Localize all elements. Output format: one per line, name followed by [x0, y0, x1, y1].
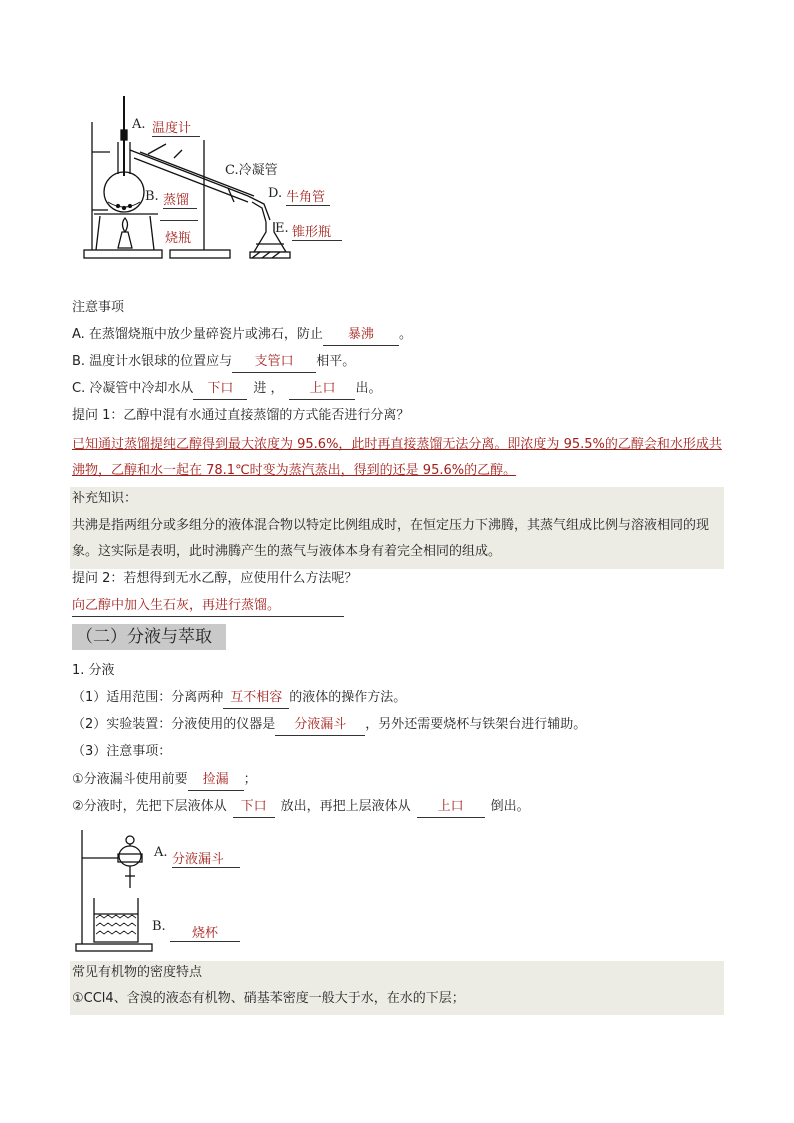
question-2: 提问 2：若想得到无水乙醇，应使用什么方法呢？ [72, 571, 358, 586]
note-c: C. 冷凝管中冷却水从 下口 进 ， 上口 出。 [72, 379, 382, 400]
density-title: 常见有机物的密度特点 [72, 965, 203, 980]
sep-scope: （1）适用范围：分离两种 互不相容 的液体的操作方法。 [72, 688, 406, 709]
supplement-text: 共沸是指两组分或多组分的液体混合物以特定比例组成时，在恒定压力下沸腾，其蒸气组成比例与溶液相同的现象。这实际是表明，此时沸腾产生的蒸气与液体本身有着完全相同的组成。 [72, 518, 710, 559]
density-item-1: ①CCl4、含溴的液态有机物、硝基苯密度一般大于水，在水的下层； [72, 991, 465, 1006]
section-title: （二）分液与萃取 [72, 624, 226, 650]
supplement-title: 补充知识： [72, 491, 138, 506]
answer-side-arm: 支管口 [232, 352, 316, 373]
question-1: 提问 1：乙醇中混有水通过直接蒸馏的方式能否进行分离？ [72, 408, 410, 423]
answer-immiscible: 互不相容 [223, 688, 289, 709]
separation-heading: 1. 分液 [72, 663, 115, 678]
answer-sep-funnel: 分液漏斗 [275, 715, 365, 736]
fig2-label-b: B. [152, 919, 166, 934]
answer-flask: 烧瓶 [165, 231, 192, 246]
answer-leak-check: 捡漏 [188, 770, 244, 791]
answer-lower-inlet: 下口 [193, 379, 247, 400]
flask-underline [160, 220, 198, 221]
sep-note-1: ①分液漏斗使用前要 捡漏 ； [72, 770, 257, 791]
sep-note-2: ②分液时，先把下层液体从 下口 放出，再把上层液体从 上口 倒出。 [72, 797, 530, 818]
answer-beaker: 烧杯 [170, 922, 240, 942]
sep-apparatus: （2）实验装置：分液使用的仪器是 分液漏斗 ，另外还需要烧杯与铁架台进行辅助。 [72, 715, 586, 736]
answer-lower-outlet: 下口 [233, 797, 275, 818]
answer-funnel: 分液漏斗 [172, 848, 240, 868]
answer-bumping: 暴沸 [323, 325, 399, 346]
answer-1: 已知通过蒸馏提纯乙醇得到最大浓度为 95.6%，此时再直接蒸馏无法分离。即浓度为 95.5%的乙醇会和水形成共沸物，乙醇和水一起在 78.1℃时变为蒸汽蒸出，得到的还是 95.6%的乙醇。 [72, 437, 722, 478]
answer-conical-flask: 锥形瓶 [292, 221, 342, 241]
answer-upper-outlet: 上口 [289, 379, 355, 400]
notes-title: 注意事项 [72, 300, 125, 315]
label-condenser: C.冷凝管 [225, 163, 278, 178]
note-a: A. 在蒸馏烧瓶中放少量碎瓷片或沸石，防止 暴沸 。 [72, 325, 412, 346]
answer-2: 向乙醇中加入生石灰，再进行蒸馏。 [72, 596, 344, 617]
label-a: A. [132, 117, 146, 132]
answer-upper-mouth: 上口 [417, 797, 485, 818]
answer-distillation: 蒸馏 [163, 189, 197, 209]
fig2-label-a: A. [154, 845, 168, 860]
label-d: D. [268, 186, 283, 201]
label-b: B. [145, 189, 159, 204]
sep-notes-heading: （3）注意事项： [72, 744, 172, 759]
note-b: B. 温度计水银球的位置应与 支管口 相平。 [72, 352, 355, 373]
answer-adapter: 牛角管 [286, 186, 330, 206]
answer-thermometer: 温度计 [152, 117, 200, 137]
label-e: E. [275, 221, 289, 236]
